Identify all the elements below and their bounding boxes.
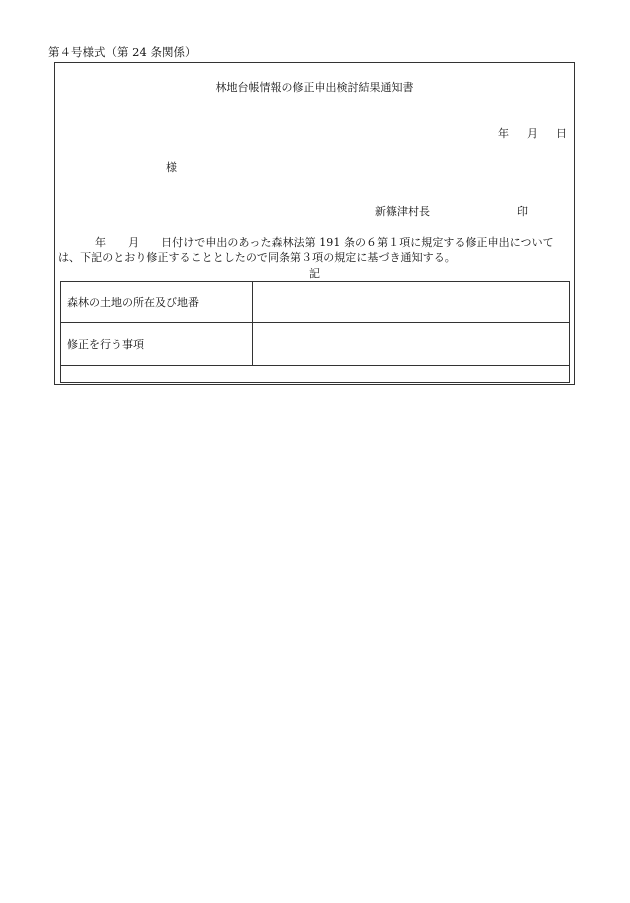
document-title: 林地台帳情報の修正申出検討結果通知書: [215, 81, 414, 94]
body-month: 月: [128, 236, 140, 249]
location-value: [253, 282, 570, 323]
correction-value: [253, 323, 570, 366]
table-row: [61, 366, 570, 383]
body-text: 日付けで申出のあった森林法第 191 条の６第１項に規定する修正申出については、下記のとおり修正することとしたので同条第３項の規定に基づき通知する。: [58, 236, 554, 264]
issuer-name: 新篠津村長: [375, 205, 430, 218]
notice-frame: [54, 62, 575, 385]
body-year: 年: [95, 236, 107, 249]
correction-label: 修正を行う事項: [61, 323, 253, 366]
table-row: [61, 323, 570, 366]
location-label: 森林の土地の所在及び地番: [61, 282, 253, 323]
date-day: 日: [556, 127, 567, 140]
addressee-suffix: 様: [166, 161, 177, 174]
blank-row: [61, 366, 570, 383]
record-table: [60, 281, 570, 383]
form-number: 第４号様式（第 24 条関係）: [48, 45, 197, 59]
date-line: [498, 126, 567, 142]
notice-body: [58, 235, 571, 265]
date-month: 月: [527, 127, 538, 140]
date-year: 年: [498, 127, 509, 140]
seal-mark: 印: [517, 205, 528, 218]
table-row: [61, 282, 570, 323]
ki-heading: 記: [309, 267, 320, 280]
